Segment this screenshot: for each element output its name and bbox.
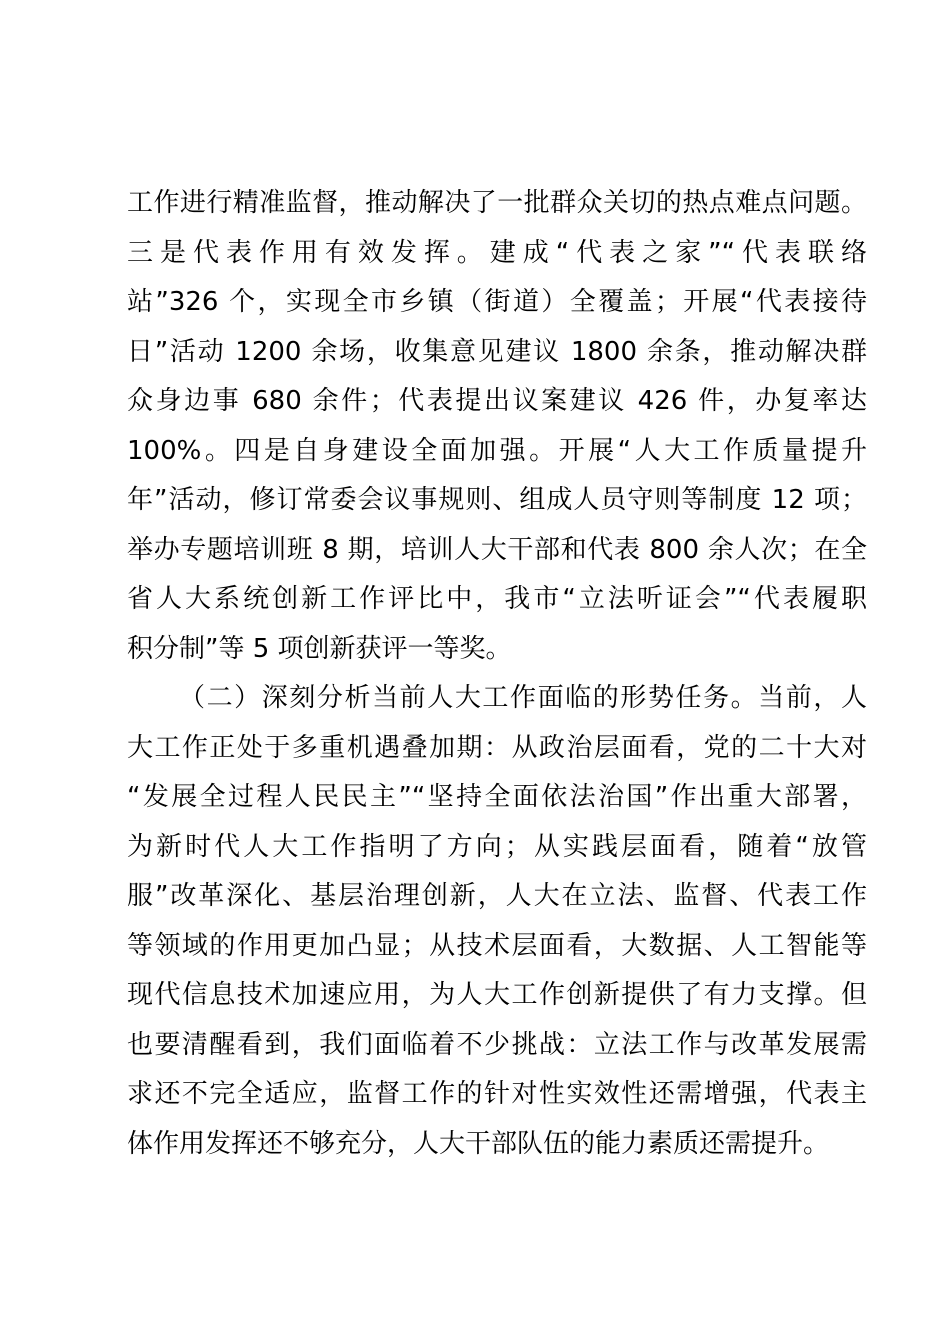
section-heading-line: （二）深刻分析当前人大工作面临的形势任务。当前，人	[179, 683, 867, 713]
paragraph-line: 现代信息技术加速应用，为人大工作创新提供了有力支撑。但	[127, 980, 867, 1010]
paragraph-line: 举办专题培训班 8 期，培训人大干部和代表 800 余人次；在全	[127, 534, 867, 565]
paragraph-line: 年”活动，修订常委会议事规则、组成人员守则等制度 12 项；	[127, 485, 867, 515]
paragraph-line: 等领域的作用更加凸显；从技术层面看，大数据、人工智能等	[127, 930, 867, 961]
paragraph-line: 100%。四是自身建设全面加强。开展“人大工作质量提升	[127, 435, 867, 466]
paragraph-line: 也要清醒看到，我们面临着不少挑战：立法工作与改革发展需	[127, 1029, 867, 1060]
paragraph-line: 工作进行精准监督，推动解决了一批群众关切的热点难点问题。	[127, 188, 867, 218]
paragraph-line: 体作用发挥还不够充分，人大干部队伍的能力素质还需提升。	[127, 1128, 830, 1159]
paragraph-line: 省人大系统创新工作评比中，我市“立法听证会”“代表履职	[127, 584, 867, 614]
paragraph-line: 积分制”等 5 项创新获评一等奖。	[127, 633, 512, 664]
body-text	[127, 179, 867, 1169]
paragraph-line: 站”326 个，实现全市乡镇（街道）全覆盖；开展“代表接待	[127, 287, 867, 317]
paragraph-line: “发展全过程人民民主”“坚持全面依法治国”作出重大部署，	[127, 782, 867, 812]
paragraph-line: 服”改革深化、基层治理创新，人大在立法、监督、代表工作	[127, 881, 867, 911]
paragraph-line: 日”活动 1200 余场，收集意见建议 1800 余条，推动解决群	[127, 336, 867, 367]
paragraph-line: 求还不完全适应，监督工作的针对性实效性还需增强，代表主	[127, 1079, 867, 1109]
paragraph-line: 为新时代人大工作指明了方向；从实践层面看，随着“放管	[127, 831, 867, 862]
paragraph-line: 三是代表作用有效发挥。建成“代表之家”“代表联络	[127, 237, 867, 268]
paragraph-line: 众身边事 680 余件；代表提出议案建议 426 件，办复率达	[127, 386, 867, 416]
paragraph-line: 大工作正处于多重机遇叠加期：从政治层面看，党的二十大对	[127, 732, 867, 763]
